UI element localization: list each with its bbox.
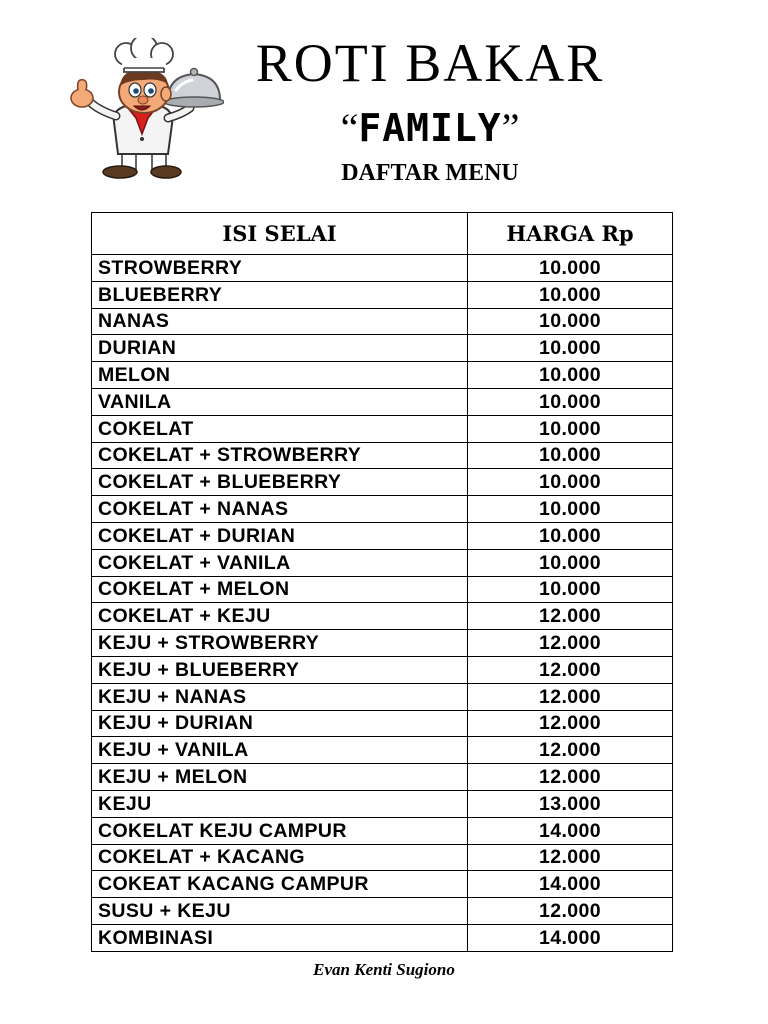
table-row [92,549,673,576]
filling-name: KEJU + MELON [92,764,468,791]
table-row [92,737,673,764]
filling-name: MELON [92,362,468,389]
filling-name: COKELAT KEJU CAMPUR [92,817,468,844]
price-value: 14.000 [468,871,673,898]
price-value: 12.000 [468,737,673,764]
filling-name: SUSU + KEJU [92,898,468,925]
price-value: 12.000 [468,630,673,657]
price-value: 10.000 [468,362,673,389]
filling-name: KEJU + DURIAN [92,710,468,737]
filling-name: NANAS [92,308,468,335]
price-value: 12.000 [468,764,673,791]
table-row [92,764,673,791]
filling-name: KEJU + BLUEBERRY [92,656,468,683]
table-header-row [92,213,673,255]
price-value: 10.000 [468,281,673,308]
price-value: 10.000 [468,255,673,282]
table-row [92,388,673,415]
table-row [92,817,673,844]
filling-name: KEJU + NANAS [92,683,468,710]
table-row [92,469,673,496]
page-title: ROTI BAKAR [255,33,605,93]
price-value: 10.000 [468,388,673,415]
table-row [92,924,673,951]
price-value: 10.000 [468,496,673,523]
price-value: 10.000 [468,522,673,549]
table-row [92,255,673,282]
close-quote: ” [501,105,520,150]
table-row [92,898,673,925]
filling-name: BLUEBERRY [92,281,468,308]
filling-name: DURIAN [92,335,468,362]
table-row [92,576,673,603]
price-value: 14.000 [468,924,673,951]
table-row [92,442,673,469]
filling-name: KEJU + VANILA [92,737,468,764]
filling-name: KOMBINASI [92,924,468,951]
filling-name: COKELAT + KEJU [92,603,468,630]
filling-name: COKELAT + BLUEBERRY [92,469,468,496]
table-row [92,415,673,442]
table-row [92,522,673,549]
price-value: 10.000 [468,308,673,335]
price-value: 10.000 [468,442,673,469]
table-row [92,790,673,817]
price-value: 12.000 [468,844,673,871]
table-row [92,844,673,871]
price-value: 10.000 [468,469,673,496]
column-header-filling: ISI SELAI [92,213,468,255]
table-row [92,603,673,630]
filling-name: COKELAT + MELON [92,576,468,603]
table-row [92,710,673,737]
filling-name: COKELAT [92,415,468,442]
table-row [92,496,673,523]
price-value: 10.000 [468,576,673,603]
table-row [92,871,673,898]
table-row [92,630,673,657]
filling-name: COKELAT + KACANG [92,844,468,871]
column-header-price: HARGA Rp [468,213,673,255]
table-row [92,683,673,710]
price-value: 12.000 [468,898,673,925]
menu-heading: DAFTAR MENU [341,160,519,186]
filling-name: COKELAT + NANAS [92,496,468,523]
price-value: 13.000 [468,790,673,817]
table-row [92,335,673,362]
menu-table-body [92,255,673,952]
price-value: 14.000 [468,817,673,844]
price-value: 10.000 [468,549,673,576]
filling-name: VANILA [92,388,468,415]
filling-name: COKEAT KACANG CAMPUR [92,871,468,898]
filling-name: KEJU [92,790,468,817]
shop-name [200,100,660,156]
table-row [92,656,673,683]
table-row [92,281,673,308]
price-value: 12.000 [468,683,673,710]
filling-name: KEJU + STROWBERRY [92,630,468,657]
filling-name: COKELAT + STROWBERRY [92,442,468,469]
price-value: 12.000 [468,656,673,683]
open-quote: “ [340,105,359,150]
table-row [92,308,673,335]
price-value: 10.000 [468,415,673,442]
filling-name: COKELAT + DURIAN [92,522,468,549]
menu-table [91,212,673,952]
author-credit: Evan Kenti Sugiono [313,960,455,979]
price-value: 12.000 [468,603,673,630]
filling-name: STROWBERRY [92,255,468,282]
table-row [92,362,673,389]
price-value: 12.000 [468,710,673,737]
filling-name: COKELAT + VANILA [92,549,468,576]
shop-name-word: FAMILY [358,106,502,150]
price-value: 10.000 [468,335,673,362]
